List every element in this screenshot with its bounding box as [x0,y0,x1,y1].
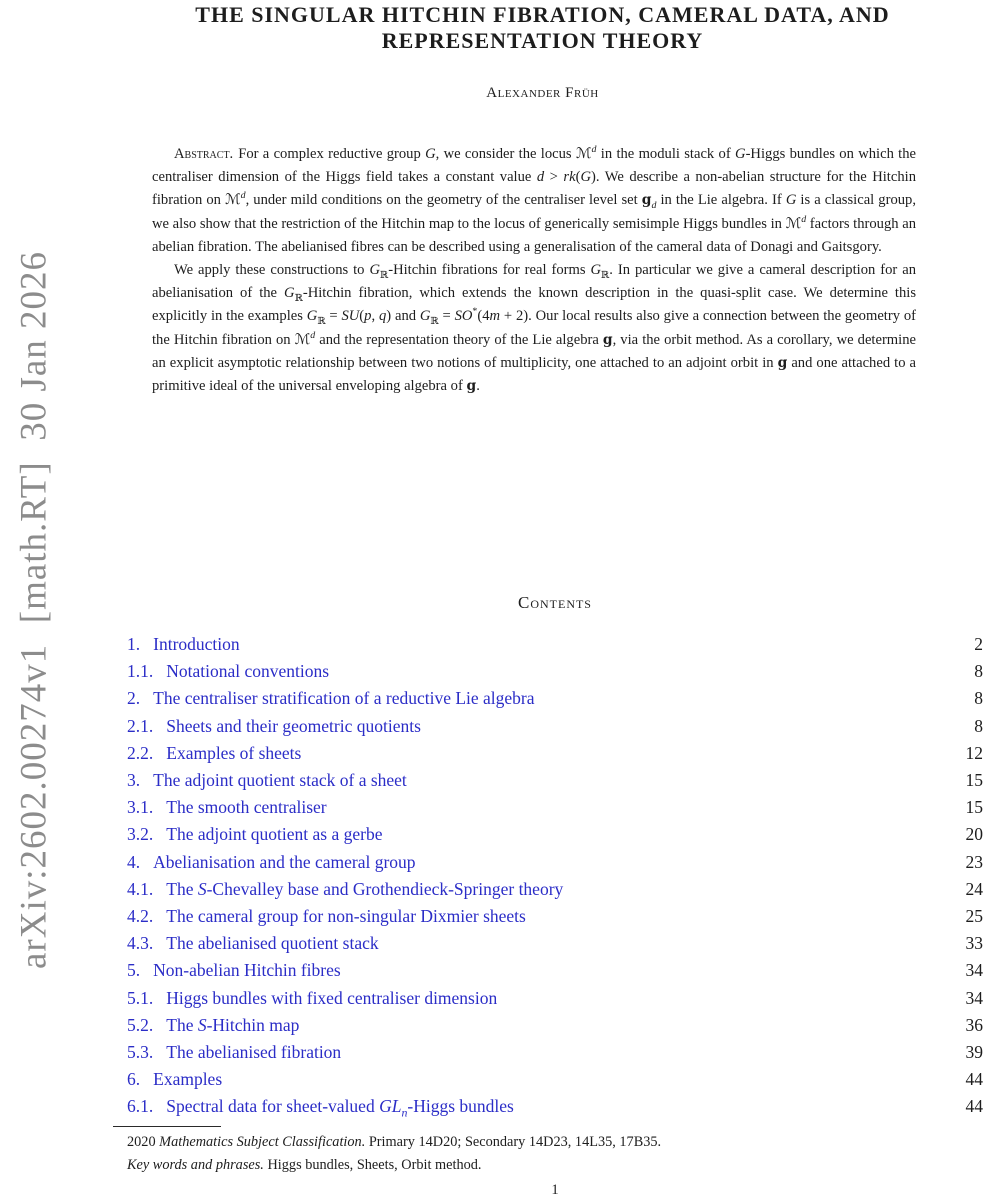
page-number: 1 [551,1182,559,1198]
toc-entry[interactable] [127,849,983,876]
toc-entry-page: 8 [974,688,983,709]
toc-entry-title[interactable]: The S-Chevalley base and Grothendieck-Springer theory [166,878,564,899]
toc-entry[interactable] [127,767,983,794]
abstract-paragraph-1-text: For a complex reductive group G, we consider the locus ℳ$^d$ in the moduli stack of G-Higgs bundles on which the centraliser dimension of the Higgs field takes a constant value d > rk(G). We describe a non-abelian structure for the Hitchin fibration on ℳ$^d$, under mild conditions on the geometry of the centraliser level set $g_d$ in the Lie algebra. If G is a classical group, we also show that the restriction of the Hitchin map to the locus of generically semisimple Higgs bundles in ℳ$^d$ factors through an abelian fibration. The abelianised fibres can be described using a generalisation of the cameral data of Donagi and Gaitsgory. [152,144,917,255]
toc-entry-title[interactable]: The S-Hitchin map [166,1014,300,1035]
table-of-contents [127,631,983,1121]
toc-entry-title[interactable]: Spectral data for sheet-valued $GL_n$-Higgs bundles [166,1096,514,1120]
toc-entry-page: 33 [965,933,983,954]
toc-entry[interactable] [127,1066,983,1093]
toc-entry[interactable] [127,930,983,957]
toc-entry[interactable] [127,631,983,658]
msc-year: 2020 [127,1134,156,1150]
keywords-text: Higgs bundles, Sheets, Orbit method. [267,1157,482,1173]
toc-entry[interactable] [127,713,983,740]
msc-label: Mathematics Subject Classification. [159,1134,366,1150]
toc-entry[interactable] [127,794,983,821]
toc-entry-title[interactable]: The abelianised quotient stack [166,933,379,954]
toc-entry-number[interactable]: 4.3. [127,933,154,954]
toc-entry-number[interactable]: 4.1. [127,878,154,899]
toc-entry-title[interactable]: Non-abelian Hitchin fibres [153,960,341,981]
keywords-label: Key words and phrases. [127,1157,264,1173]
arxiv-stamp: arXiv:2602.00274v1 [math.RT] 30 Jan 2026 [13,250,55,970]
toc-entry-title[interactable]: The abelianised fibration [166,1042,342,1063]
toc-entry-title[interactable]: Higgs bundles with fixed centraliser dimension [166,987,498,1008]
toc-entry-title[interactable]: Sheets and their geometric quotients [166,715,421,736]
msc-text: Primary 14D20; Secondary 14D23, 14L35, 17B35. [368,1134,662,1150]
toc-entry-page: 8 [974,715,983,736]
toc-entry-number[interactable]: 5.3. [127,1042,154,1063]
toc-entry-number[interactable]: 5. [127,960,141,981]
toc-entry-number[interactable]: 3.2. [127,824,154,845]
toc-entry-number[interactable]: 6. [127,1069,141,1090]
toc-entry-page: 34 [965,960,983,981]
toc-entry-number[interactable]: 2. [127,688,141,709]
abstract-paragraph-1 [152,143,916,259]
toc-entry-title[interactable]: The adjoint quotient as a gerbe [166,824,383,845]
toc-entry-page: 15 [965,797,983,818]
toc-entry-title[interactable]: Introduction [153,634,240,654]
abstract-section [152,143,916,398]
toc-entry-page: 23 [965,851,983,872]
toc-entry[interactable] [127,957,983,984]
abstract-label: Abstract. [174,146,234,162]
toc-entry-page: 15 [965,770,983,791]
contents-heading: Contents [517,593,592,612]
toc-entry-number[interactable]: 2.1. [127,715,154,736]
paper-title [100,2,985,54]
toc-entry[interactable] [127,903,983,930]
toc-entry-number[interactable]: 5.2. [127,1014,154,1035]
toc-entry-title[interactable]: Abelianisation and the cameral group [153,851,416,872]
paper-title-line1: THE SINGULAR HITCHIN FIBRATION, CAMERAL DATA, AND [195,2,890,27]
toc-entry-title[interactable]: Notational conventions [166,661,330,682]
author-name: Alexander Früh [486,85,599,101]
toc-entry-title[interactable]: The smooth centraliser [166,797,327,818]
abstract-paragraph-2 [152,259,916,398]
keywords-line [113,1154,903,1177]
toc-entry[interactable] [127,658,983,685]
footnote-block [113,1126,903,1177]
toc-entry-page: 20 [965,824,983,845]
abstract-paragraph-2-text: We apply these constructions to $G_ℝ$-Hitchin fibrations for real forms $G_ℝ$. In particular we give a cameral description for an abelianisation of the $G_ℝ$-Hitchin fibration, which extends the known description in the quasi-split case. We determine this explicitly in the examples $G_ℝ = SU(p$, q) and $G_ℝ = SO^*(4m + 2)$. Our local results also give a connection between the geometry of the Hitchin fibration on ℳ$^d$ and the representation theory of the Lie algebra g, via the orbit method. As a corollary, we determine an explicit asymptotic relationship between two notions of multiplicity, one attached to an adjoint orbit in g and one attached to a primitive ideal of the universal enveloping algebra of g. [152,262,917,395]
toc-entry-number[interactable]: 1.1. [127,661,154,682]
footnote-rule [113,1126,221,1127]
toc-entry-page: 24 [965,878,983,899]
toc-entry[interactable] [127,1093,983,1120]
toc-entry-number[interactable]: 3.1. [127,797,154,818]
toc-entry-title[interactable]: The adjoint quotient stack of a sheet [153,770,407,791]
toc-entry-page: 8 [974,661,983,682]
toc-entry-number[interactable]: 2.2. [127,742,154,763]
toc-entry[interactable] [127,985,983,1012]
toc-entry-title[interactable]: The centraliser stratification of a reductive Lie algebra [153,688,535,709]
paper-title-line2: REPRESENTATION THEORY [381,28,704,53]
toc-entry[interactable] [127,685,983,712]
toc-entry-title[interactable]: Examples of sheets [166,742,302,763]
toc-entry-number[interactable]: 5.1. [127,987,154,1008]
toc-entry[interactable] [127,1012,983,1039]
msc-line [113,1131,903,1154]
toc-entry-number[interactable]: 3. [127,770,141,791]
toc-entry-page: 44 [965,1069,983,1090]
toc-entry-number[interactable]: 1. [127,634,141,654]
toc-entry-page: 34 [965,987,983,1008]
toc-entry[interactable] [127,876,983,903]
toc-entry-number[interactable]: 4.2. [127,906,154,927]
toc-entry-number[interactable]: 6.1. [127,1096,154,1117]
toc-entry-page: 39 [965,1042,983,1063]
toc-entry-number[interactable]: 4. [127,851,141,872]
toc-entry-page: 44 [965,1096,983,1117]
toc-entry-page: 2 [974,634,983,654]
toc-entry[interactable] [127,821,983,848]
toc-entry-page: 36 [965,1014,983,1035]
toc-entry-page: 25 [965,906,983,927]
toc-entry-title[interactable]: The cameral group for non-singular Dixmier sheets [166,906,526,927]
toc-entry-page: 12 [965,742,983,763]
toc-entry[interactable] [127,1039,983,1066]
toc-entry-title[interactable]: Examples [153,1069,223,1090]
toc-entry[interactable] [127,740,983,767]
